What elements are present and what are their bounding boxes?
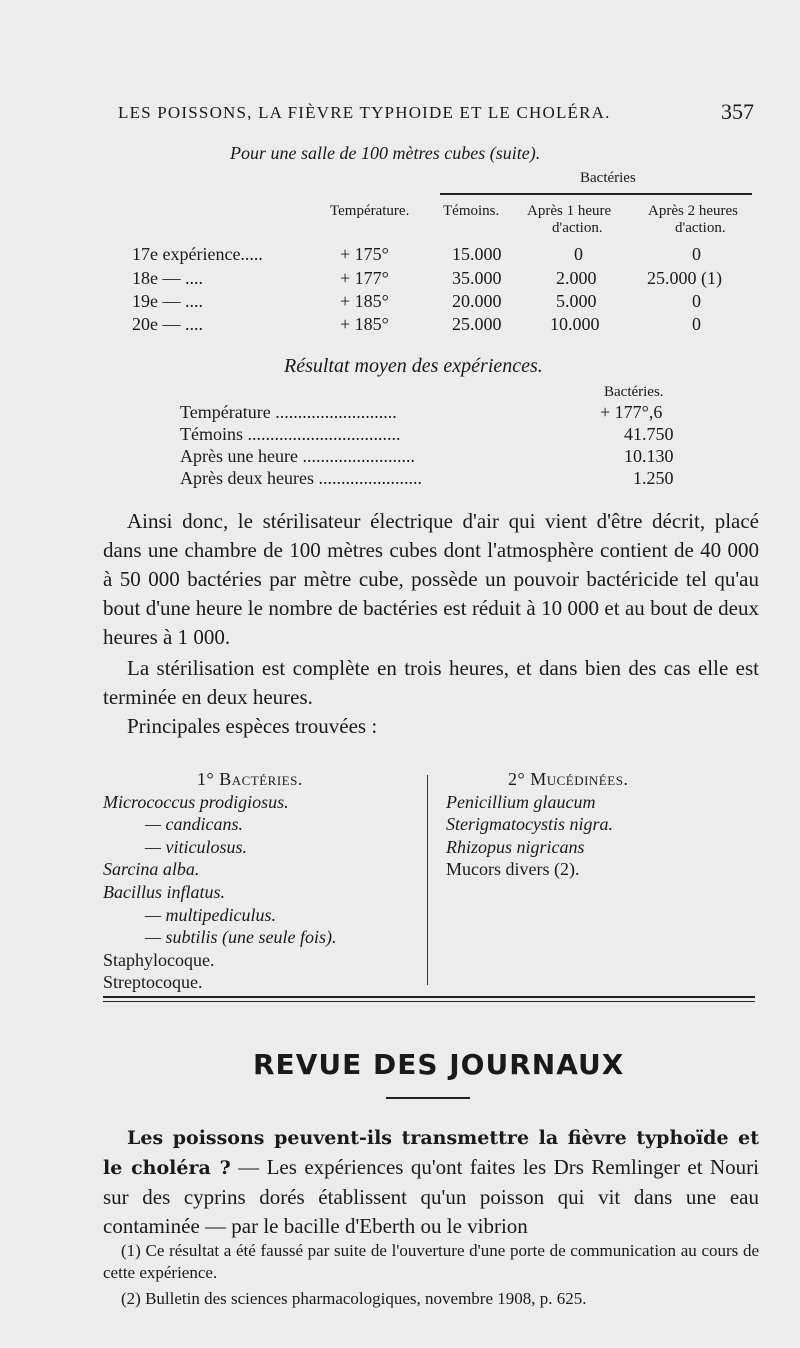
column-divider — [427, 775, 428, 985]
paragraph: La stérilisation est complète en trois heures, et dans bien des cas elle est terminée en deux heures. — [103, 656, 759, 709]
cell-temoins: 25.000 — [452, 314, 502, 334]
species-item: Rhizopus nigricans — [446, 836, 585, 857]
footnote: (2) Bulletin des sciences pharmacologiques, novembre 1908, p. 625. — [121, 1289, 587, 1308]
table2-caption: Résultat moyen des expériences. — [284, 355, 543, 377]
mean-label: Après deux heures ....................... — [180, 468, 422, 488]
cell-after2: 0 — [692, 314, 701, 334]
title-rule — [386, 1097, 470, 1099]
cell-after2: 25.000 (1) — [647, 268, 722, 288]
cell-after1: 10.000 — [550, 314, 600, 334]
col-sub-after1: d'action. — [552, 220, 603, 236]
table1-caption: Pour une salle de 100 mètres cubes (suite). — [230, 143, 541, 163]
double-rule-bottom — [103, 1001, 755, 1002]
cell-temp: + 185° — [340, 291, 389, 311]
mean-value: + 177°,6 — [600, 402, 663, 422]
paragraph: Ainsi donc, le stérilisateur électrique d'air qui vient d'être décrit, placé dans une chambre de 100 mètres cubes dont l'atmosphère contient de 40 000 à 50 000 bactéries par mètre cube, possède un pouvoir bactéricide tel qu'au bout d'une heure le nombre de bactéries est réduit à 10 000 et au bout de deux heures à 1 000. — [103, 509, 759, 649]
cell-after1: 0 — [574, 244, 583, 264]
group-brace-line — [440, 193, 752, 195]
col-header-temperature: Température. — [330, 203, 410, 219]
row-label: 18e — .... — [132, 268, 203, 288]
fungi-title: 2° Mucédinées. — [508, 769, 629, 789]
mean-value: 1.250 — [633, 468, 674, 488]
mean-label: Témoins .................................. — [180, 424, 401, 444]
row-label: 19e — .... — [132, 291, 203, 311]
mean-label: Température ........................... — [180, 402, 397, 422]
species-item: Penicillium glaucum — [446, 791, 596, 812]
col-header-after2: Après 2 heures — [648, 203, 738, 219]
article-body: — Les expériences qu'ont faites les Drs Remlinger et Nouri sur des cyprins dorés établissent qu'un poisson qui vit dans une eau contaminée — par le bacille d'Eberth ou le vibrion — [103, 1155, 759, 1238]
section-title: REVUE DES JOURNAUX — [253, 1048, 625, 1081]
article-text — [103, 1123, 759, 1241]
cell-temoins: 20.000 — [452, 291, 502, 311]
species-item: — candicans. — [145, 814, 243, 835]
paragraph — [103, 1123, 759, 1241]
mean-value: 10.130 — [624, 446, 674, 466]
running-header: LES POISSONS, LA FIÈVRE TYPHOIDE ET LE CHOLÉRA. — [118, 103, 611, 122]
cell-temp: + 177° — [340, 268, 389, 288]
species-item: Staphylocoque. — [103, 949, 215, 970]
cell-after2: 0 — [692, 291, 701, 311]
row-label: 20e — .... — [132, 314, 203, 334]
col-header-after1: Après 1 heure — [527, 203, 612, 219]
fungi-column — [446, 768, 766, 881]
body-text — [103, 507, 759, 741]
cell-temoins: 35.000 — [452, 268, 502, 288]
double-rule-top — [103, 996, 755, 998]
paragraph: Principales espèces trouvées : — [127, 714, 378, 738]
col-header-temoins: Témoins. — [443, 203, 500, 219]
table1-group-header: Bactéries — [580, 170, 636, 186]
cell-temoins: 15.000 — [452, 244, 502, 264]
species-item: Mucors divers (2). — [446, 859, 580, 880]
bacteria-column — [103, 768, 423, 994]
cell-after1: 2.000 — [556, 268, 597, 288]
table2-unit: Bactéries. — [604, 384, 664, 400]
footnote: (1) Ce résultat a été faussé par suite de l'ouverture d'une porte de communication au cours de cette expérience. — [103, 1241, 759, 1282]
article-lead: Les poissons peuvent-ils transmettre la fièvre typhoïde et le choléra ? — [103, 1127, 759, 1179]
species-item: Streptocoque. — [103, 972, 203, 993]
page-number: 357 — [721, 99, 754, 124]
cell-temp: + 185° — [340, 314, 389, 334]
cell-temp: + 175° — [340, 244, 389, 264]
species-item: — subtilis (une seule fois). — [145, 927, 337, 948]
cell-after1: 5.000 — [556, 291, 597, 311]
bacteria-title: 1° Bactéries. — [197, 769, 303, 789]
species-item: — viticulosus. — [145, 836, 247, 857]
col-sub-after2: d'action. — [675, 220, 726, 236]
species-item: — multipediculus. — [145, 904, 276, 925]
species-item: Bacillus inflatus. — [103, 881, 226, 902]
species-item: Micrococcus prodigiosus. — [103, 791, 289, 812]
footnotes — [103, 1240, 759, 1310]
mean-value: 41.750 — [624, 424, 674, 444]
species-item: Sterigmatocystis nigra. — [446, 814, 613, 835]
row-label: 17e expérience..... — [132, 244, 263, 264]
species-item: Sarcina alba. — [103, 859, 200, 880]
cell-after2: 0 — [692, 244, 701, 264]
mean-label: Après une heure ......................... — [180, 446, 415, 466]
